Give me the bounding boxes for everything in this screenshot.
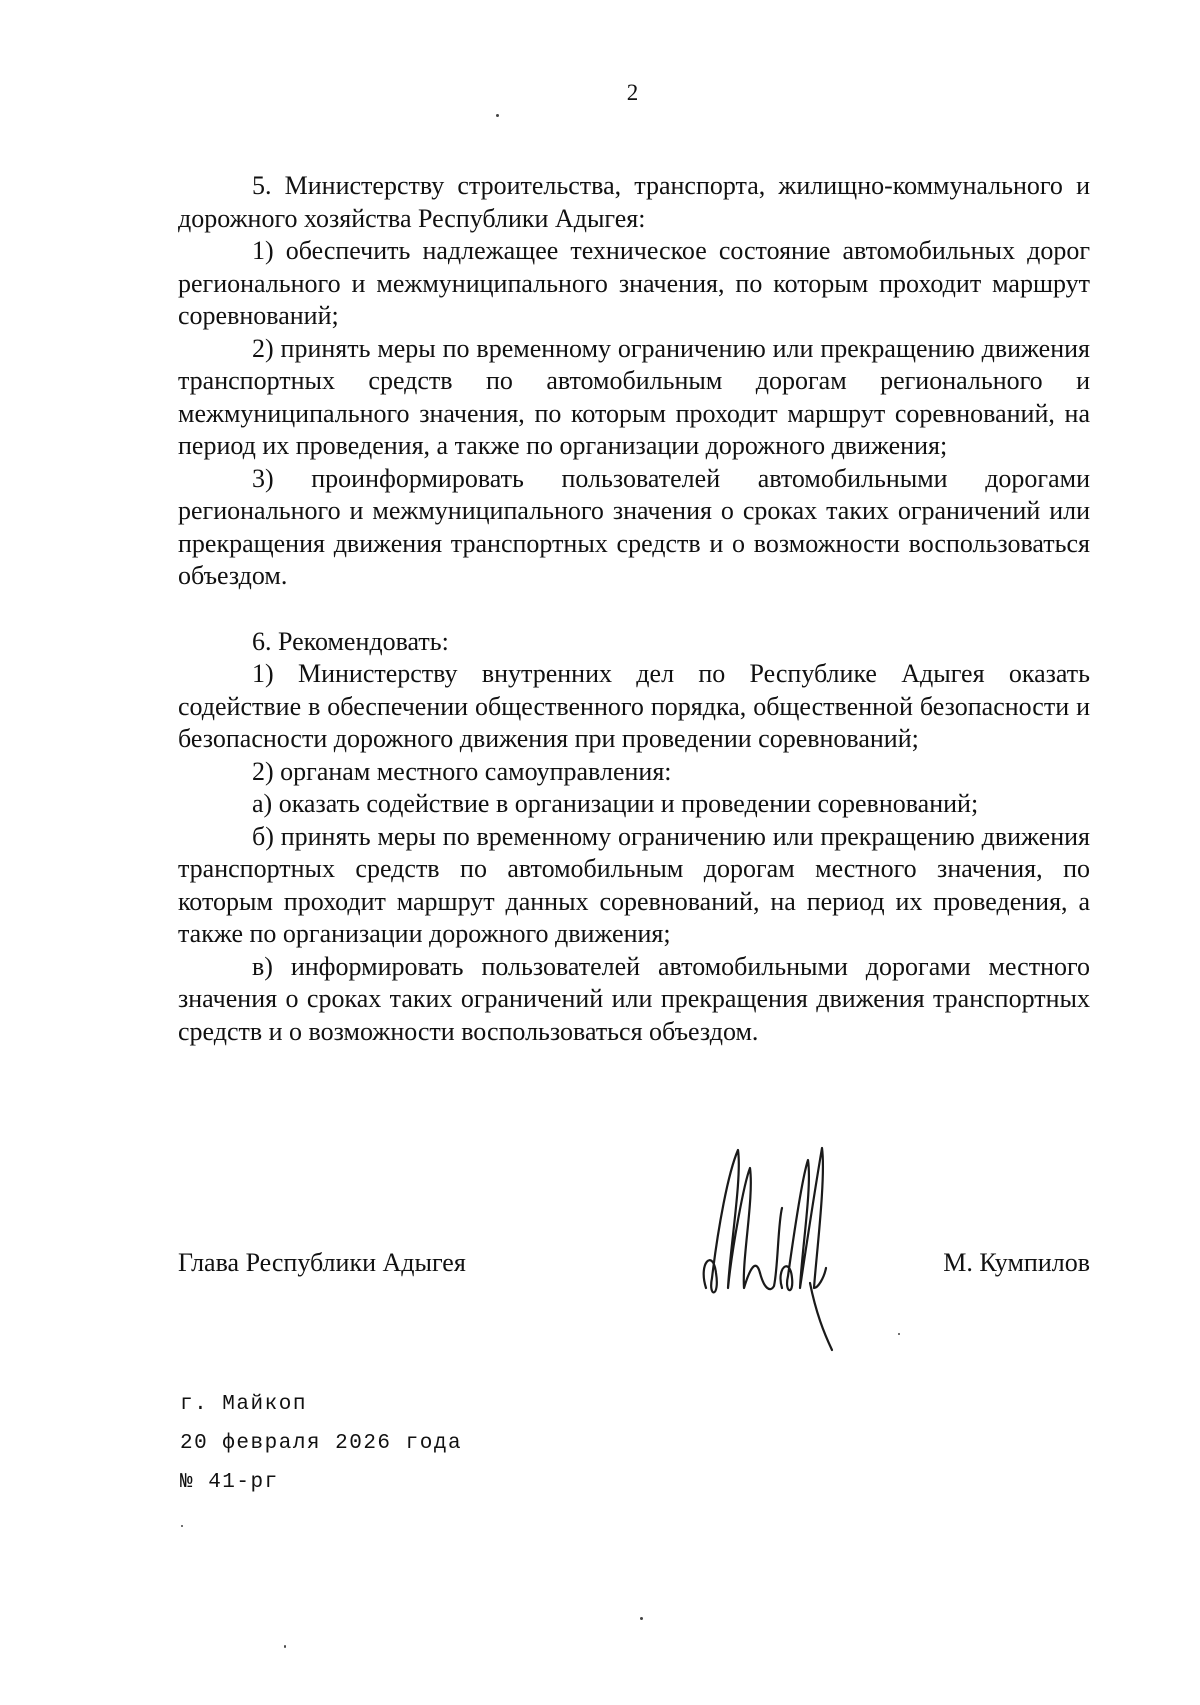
scan-speck — [496, 114, 499, 117]
scan-speck — [898, 1333, 900, 1335]
scan-speck — [284, 1645, 286, 1648]
paragraph-subitem-5-3: 3) проинформировать пользователей автомобильными дорогами регионального и межмуниципального значения о сроках таких ограничений или прекращения движения транспортных средств и о возможности воспользоваться объездом. — [178, 463, 1090, 590]
paragraph-subitem-5-1: 1) обеспечить надлежащее техническое состояние автомобильных дорог регионального и межмуниципального значения, по которым проходит маршрут соревнований; — [178, 236, 1090, 330]
signatory-name: М. Кумпилов — [943, 1248, 1090, 1277]
page-number: 2 — [626, 80, 639, 105]
document-number: № 41-рг — [180, 1471, 279, 1494]
paragraph-subitem-6-2-a: а) оказать содействие в организации и проведении соревнований; — [252, 789, 979, 818]
paragraph-subitem-5-2: 2) принять меры по временному ограничению или прекращению движения транспортных средств по автомобильным дорогам регионального и межмуниципального значения, по которым проходит маршрут соревнований, на период их проведения, а также по организации дорожного движения; — [178, 333, 1090, 460]
document-body — [178, 170, 1090, 1048]
handwritten-signature — [698, 1138, 848, 1353]
paragraph-subitem-6-2: 2) органам местного самоуправления: — [252, 756, 672, 786]
paragraph-item-6: 6. Рекомендовать: — [252, 626, 449, 656]
paragraph-subitem-6-2-v: в) информировать пользователей автомобильными дорогами местного значения о сроках таких ограничений или прекращения движения транспортных средств и о возможности воспользоваться объездом. — [178, 951, 1090, 1046]
scan-speck — [181, 1525, 183, 1527]
issue-date: 20 февраля 2026 года — [180, 1432, 463, 1455]
paragraph-subitem-6-2-b: б) принять меры по временному ограничению или прекращению движения транспортных средств по автомобильным дорогам местного значения, по которым проходит маршрут данных соревнований, на период их проведения, а также по организации дорожного движения; — [178, 821, 1090, 948]
scan-speck — [640, 1617, 643, 1620]
paragraph-subitem-6-1: 1) Министерству внутренних дел по Республике Адыгея оказать содействие в обеспечении общественного порядка, общественной безопасности и безопасности дорожного движения при проведении соревнований; — [178, 659, 1090, 753]
paragraph-item-5: 5. Министерству строительства, транспорта, жилищно-коммунального и дорожного хозяйства Республики Адыгея: — [178, 171, 1090, 233]
issue-city: г. Майкоп — [180, 1393, 307, 1416]
document-footer — [180, 1385, 462, 1502]
signature-block — [178, 1248, 1090, 1288]
paragraph-gap — [178, 593, 1090, 626]
signatory-title: Глава Республики Адыгея — [178, 1248, 466, 1277]
